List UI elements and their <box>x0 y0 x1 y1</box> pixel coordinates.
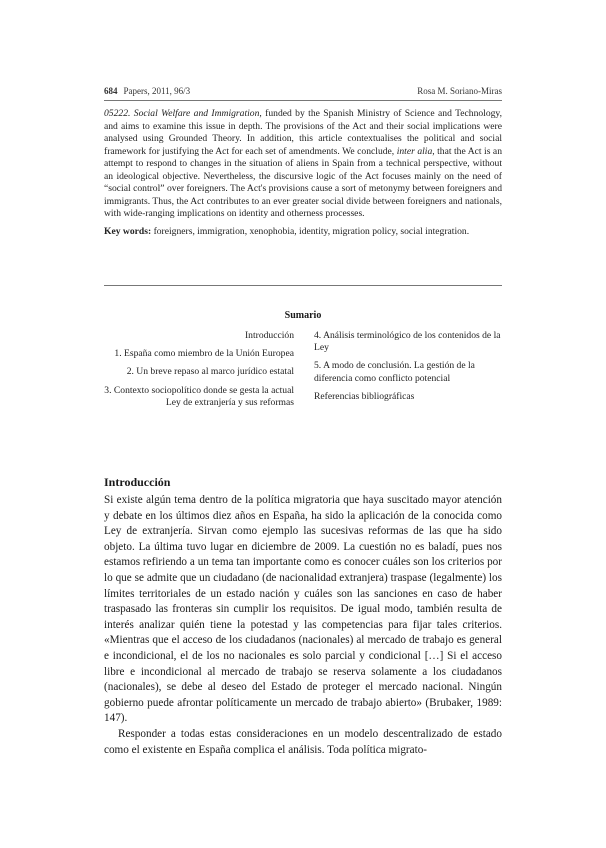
section-heading-introduccion: Introducción <box>104 475 171 489</box>
header-rule <box>104 100 502 101</box>
toc-item: 3. Contexto sociopolítico donde se gesta la actual Ley de extranjería y sus reformas <box>104 384 294 408</box>
toc-item: 1. España como miembro de la Unión Europea <box>114 348 294 360</box>
abstract-paragraph <box>104 108 502 221</box>
toc-item: Introducción <box>244 330 294 341</box>
journal-citation: Papers, 2011, 96/3 <box>123 86 191 96</box>
toc-right-column <box>314 330 504 409</box>
toc-item: 4. Análisis terminológico de los contenidos de la Ley <box>314 330 501 354</box>
toc-left-column <box>104 330 294 415</box>
body-paragraph: Si existe algún tema dentro de la política migratoria que haya suscitado mayor atención y debate en los últimos diez años en España, ha sido la aplicación de la conocida como Ley de extranjería. Sirvan como ejemplo las sucesivas reformas de las que ha sido objeto. La última tuvo lugar en diciembre de 2009. La cuestión no es baladí, pues nos estamos refiriendo a un tema tan importante como es conocer cuáles son los criterios por lo que se admite que un ciudadano (de nacionalidad extranjera) traspase (legalmente) los límites territoriales de un estado nación y cuáles son las sanciones en caso de haber traspasado las fronteras sin cumplir los requisitos. De igual modo, también resulta de interés analizar quién tiene la potestad y las competencias para fijar tales criterios. «Mientras que el acceso de los ciudadanos (nacionales) al mercado de trabajo es general e incondicional, el de los no nacionales es solo parcial y condicional […] Si el acceso libre e incondicional al mercado de trabajo se reserva solamente a los ciudadanos (nacionales), se debe al deseo del Estado de proteger el mercado nacional. Ningún gobierno puede afrontar políticamente un mercado de trabajo abierto» (Brubaker, 1989: 147). <box>104 494 502 725</box>
abstract-block <box>104 108 502 238</box>
running-head-left <box>104 84 190 98</box>
toc-item: Referencias bibliográficas <box>314 390 415 402</box>
abstract-rule <box>104 285 502 286</box>
project-code: 05222. <box>104 108 131 119</box>
sumario-title: Sumario <box>284 310 322 321</box>
abstract-text-1: , funded by the Spanish Ministry of Science and Technology, and aims to examine this issue in depth. The provisions of the Act and their social implications were analysed using Grounded Theory. In addition, this article contextualises the political and social framework for justifying the Act for each set of amendments. We conclude, <box>104 108 502 157</box>
keywords-list: foreigners, immigration, xenophobia, identity, migration policy, social integration. <box>151 225 470 237</box>
body-text <box>104 493 502 758</box>
inter-alia: inter alia <box>396 145 433 157</box>
running-head <box>104 84 502 98</box>
page-number: 684 <box>104 86 118 96</box>
author-name: Rosa M. Soriano-Miras <box>417 86 502 96</box>
project-title: Social Welfare and Immigration <box>133 108 260 119</box>
body-paragraph: Responder a todas estas consideraciones en un modelo descentralizado de estado como el existente en España complica el análisis. Toda política migrato- <box>104 727 502 756</box>
toc-item: 2. Un breve repaso al marco jurídico estatal <box>126 366 294 378</box>
keywords-label: Key words: <box>104 225 152 237</box>
toc-item: 5. A modo de conclusión. La gestión de la diferencia como conflicto potencial <box>314 360 475 384</box>
abstract-text-2: , that the Act is an attempt to respond to changes in the situation of aliens in Spain from a technical perspective, without an ideological objective. Nevertheless, the discursive logic of the Act focuses mainly on the need of “social control” over foreigners. The Act's provisions cause a sort of metonymy between foreigners and immigrants. Thus, the Act contributes to an ever greater social divide between foreigners and nationals, with wide-ranging implications on identity and otherness processes. <box>104 145 502 219</box>
keywords <box>104 226 502 239</box>
